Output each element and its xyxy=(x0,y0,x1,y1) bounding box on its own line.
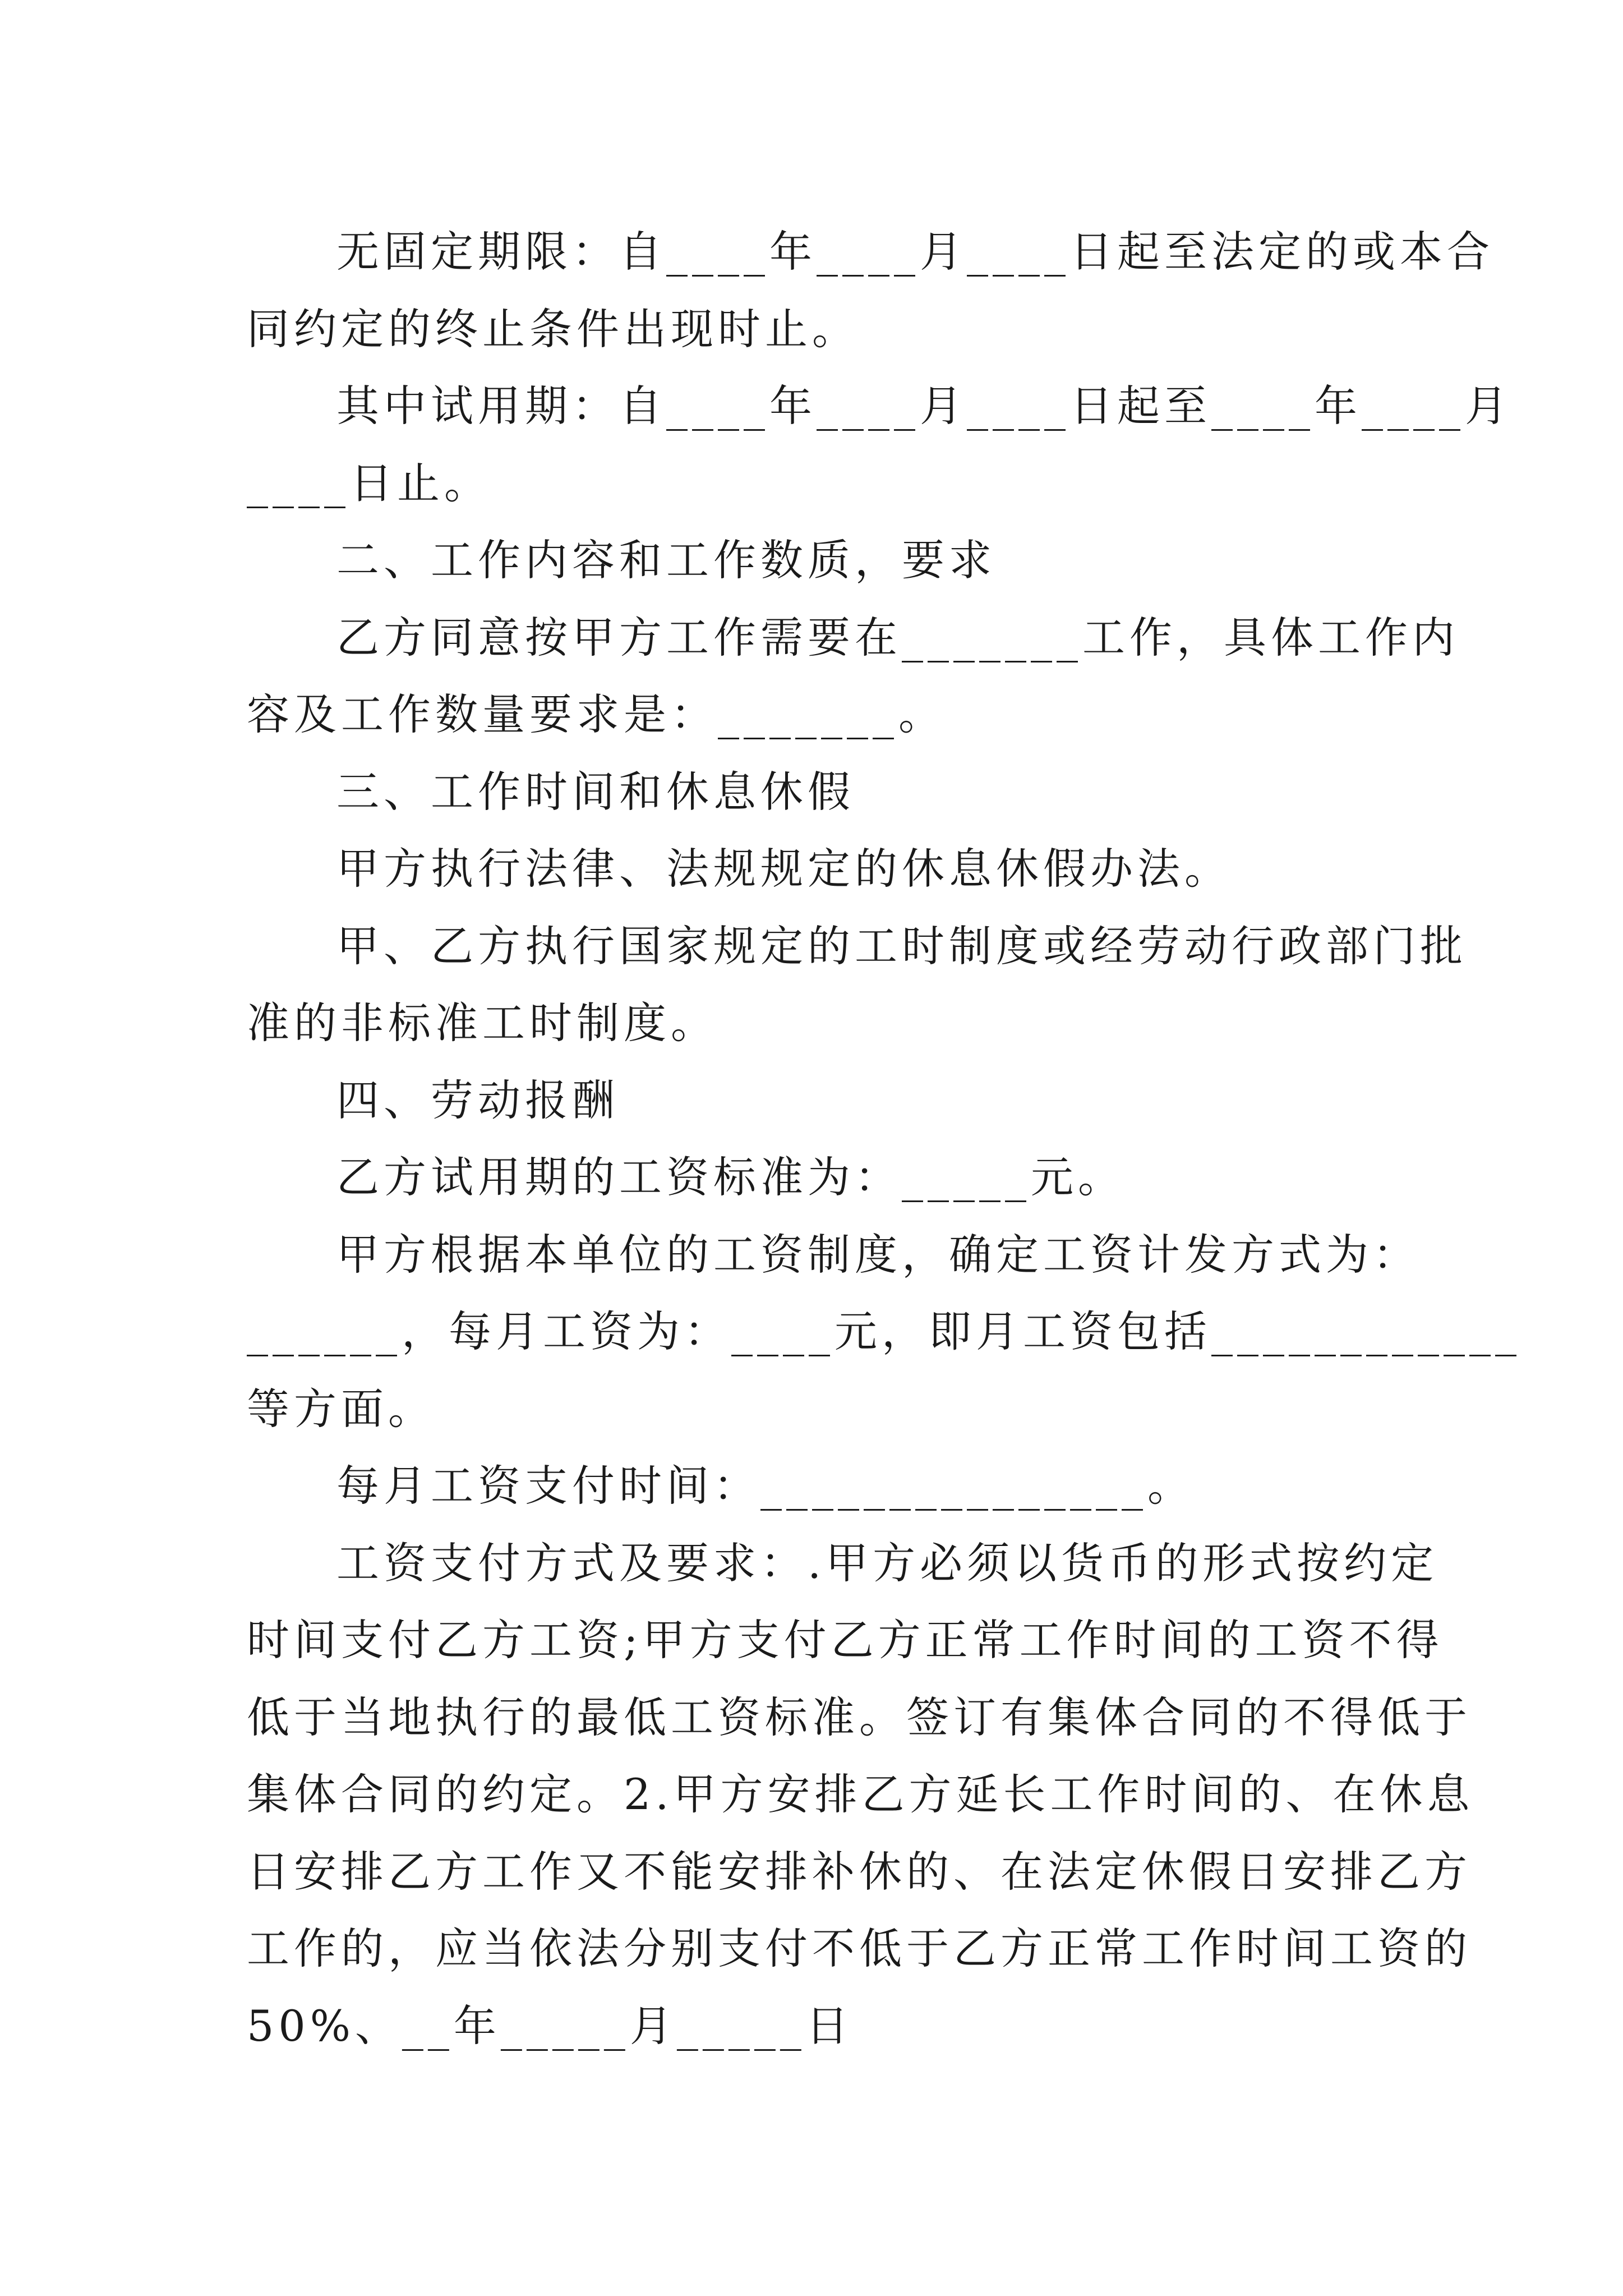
text-line: 甲方根据本单位的工资制度，确定工资计发方式为： xyxy=(336,1229,1420,1280)
text-line: 甲、乙方执行国家规定的工时制度或经劳动行政部门批 xyxy=(336,921,1467,971)
document-page xyxy=(247,213,1521,2064)
text-line: 准的非标准工时制度。 xyxy=(247,998,718,1048)
text-line: 低于当地执行的最低工资标准。签订有集体合同的不得低于 xyxy=(247,1692,1472,1742)
text-line: 等方面。 xyxy=(247,1383,435,1434)
text-line: 每月工资支付时间：_______________。 xyxy=(336,1461,1195,1511)
text-line: 同约定的终止条件出现时止。 xyxy=(247,303,859,354)
text-line: ______，每月工资为：____元，即月工资包括____________ xyxy=(247,1306,1521,1356)
text-line: 无固定期限：自____年____月____日起至法定的或本合 xyxy=(336,227,1494,277)
text-line: 50%、__年_____月_____日 xyxy=(247,2000,853,2051)
section-heading: 四、劳动报酬 xyxy=(336,1075,619,1125)
text-line: 时间支付乙方工资;甲方支付乙方正常工作时间的工资不得 xyxy=(247,1615,1444,1665)
text-line: 工资支付方式及要求：.甲方必须以货币的形式按约定 xyxy=(336,1538,1438,1588)
text-line: 乙方试用期的工资标准为：_____元。 xyxy=(336,1152,1125,1202)
section-heading: 二、工作内容和工作数质，要求 xyxy=(336,535,996,585)
text-line: 其中试用期：自____年____月____日起至____年____月 xyxy=(336,381,1512,431)
text-line: 工作的，应当依法分别支付不低于乙方正常工作时间工资的 xyxy=(247,1924,1472,1973)
text-line: ____日止。 xyxy=(247,458,491,508)
text-line: 乙方同意按甲方工作需要在_______工作，具体工作内 xyxy=(336,612,1459,662)
text-line: 甲方执行法律、法规规定的休息休假办法。 xyxy=(336,844,1232,894)
section-heading: 三、工作时间和休息休假 xyxy=(336,766,855,817)
text-line: 集体合同的约定。2.甲方安排乙方延长工作时间的、在休息 xyxy=(247,1769,1474,1819)
text-line: 日安排乙方工作又不能安排补休的、在法定休假日安排乙方 xyxy=(247,1846,1472,1897)
text-line: 容及工作数量要求是：_______。 xyxy=(247,689,946,739)
